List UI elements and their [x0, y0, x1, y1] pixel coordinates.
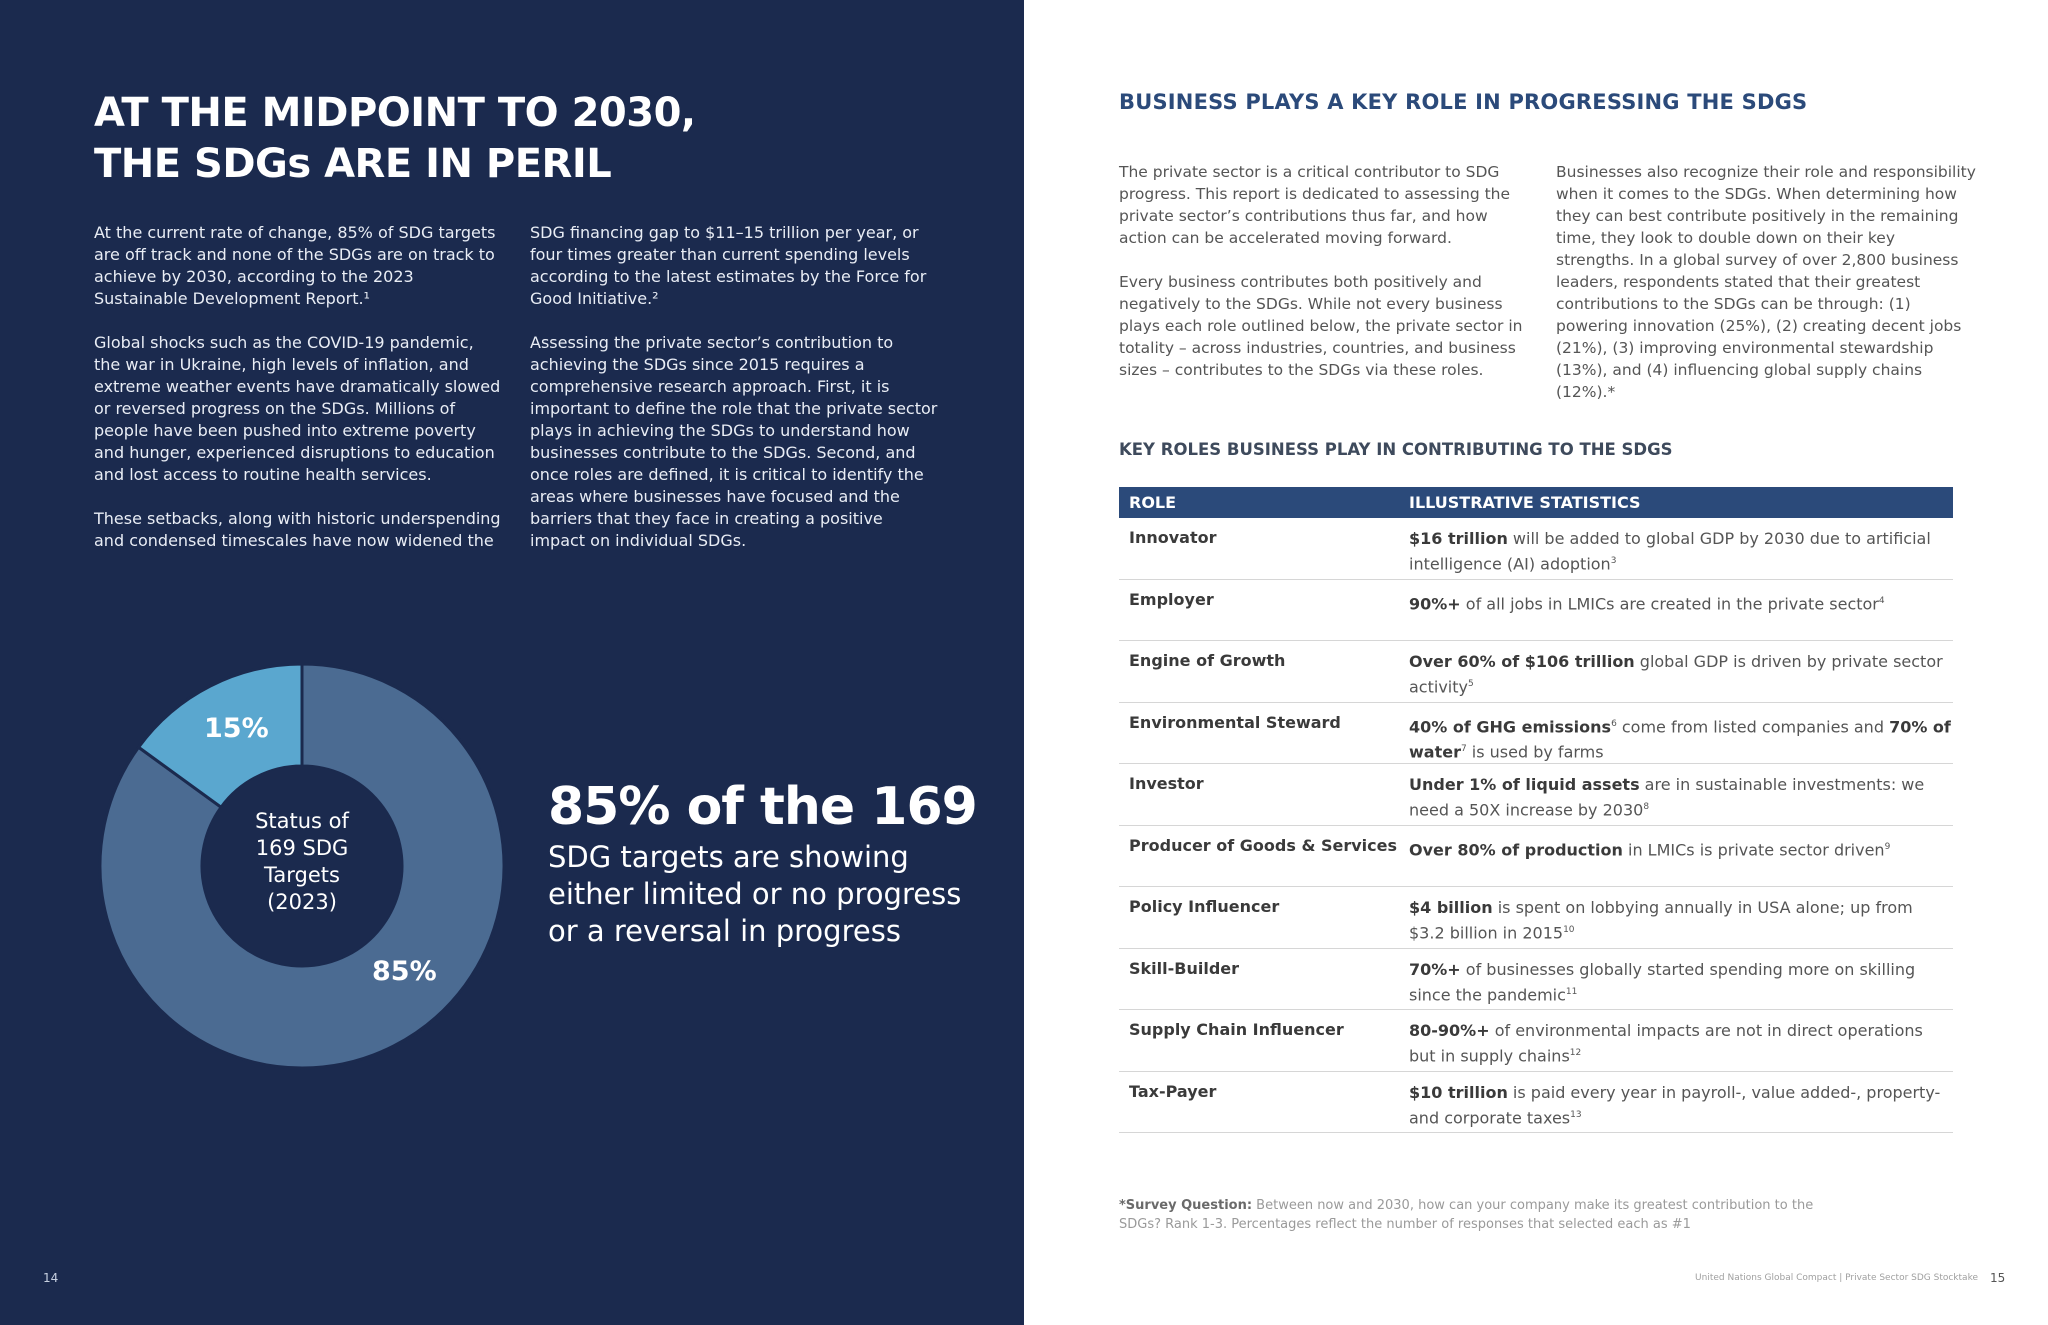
statistic-highlight: 70%+: [1409, 959, 1461, 979]
role-cell: Skill-Builder: [1129, 958, 1240, 978]
statistic-text: in LMICs is private sector driven: [1622, 839, 1885, 859]
donut-center-label: [202, 808, 402, 916]
statistic-cell: [1409, 1020, 1953, 1071]
page-footer: United Nations Global Compact | Private Sector SDG Stocktake: [1695, 1273, 1978, 1283]
table-row: [1119, 641, 1953, 703]
paragraph: Every business contributes both positively and negatively to the SDGs. While not every business plays each role outlined below, the private sector in totality – across industries, countries, and business sizes – contributes to the SDGs via these roles.: [1119, 273, 1523, 379]
statistic-cell: [1409, 713, 1953, 764]
statistic-cell: [1409, 897, 1953, 948]
table-row: [1119, 826, 1953, 888]
statistic-cell: [1409, 651, 1953, 702]
statistic-cell: [1409, 774, 1953, 825]
big-stat-line: SDG targets are showing: [548, 840, 909, 874]
footnote-ref: 5: [1467, 679, 1474, 689]
statistic-highlight: Over 80% of production: [1409, 839, 1623, 859]
donut-center-line: (2023): [267, 890, 337, 914]
table-row: [1119, 764, 1953, 826]
role-cell: Producer of Goods & Services: [1129, 835, 1397, 855]
paragraph: Global shocks such as the COVID-19 pandemic, the war in Ukraine, high levels of inflation, and extreme weather events have dramatically slowed or reversed progress on the SDGs. Millions of people have been pushed into extreme poverty and hunger, experienced disruptions to education and lost access to routine health services.: [94, 333, 501, 484]
headline-line-1: AT THE MIDPOINT TO 2030,: [94, 90, 696, 136]
statistic-text: are in sustainable investments: we need a 50X increase by 2030: [1409, 775, 1925, 820]
role-cell: Environmental Steward: [1129, 712, 1341, 732]
table-row: [1119, 949, 1953, 1011]
paragraph: Assessing the private sector’s contribution to achieving the SDGs since 2015 requires a comprehensive research approach. First, it is important to define the role that the private sector plays in achieving the SDGs to understand how businesses contribute to the SDGs. Second, and once roles are defined, it is critical to identify the areas where businesses have focused and the barriers that they face in creating a positive impact on individual SDGs.: [530, 333, 938, 550]
donut-label-small: 15%: [204, 713, 269, 744]
paragraph: SDG financing gap to $11–15 trillion per year, or four times greater than current spending levels according to the latest estimates by the Force for Good Initiative.²: [530, 223, 927, 308]
role-cell: Policy Influencer: [1129, 897, 1280, 916]
paragraph: Businesses also recognize their role and responsibility when it comes to the SDGs. When determining how they can best contribute positively in the remaining time, they look to double down on their key strengths. In a global survey of over 2,800 business leaders, respondents stated that their greatest contributions to the SDGs can be through: (1) powering innovation (25%), (2) creating decent jobs (21%), (3) improving environmental stewardship (13%), and (4) influencing global supply chains (12%).*: [1556, 163, 1976, 401]
table-body: [1119, 518, 1953, 1133]
donut-label-large: 85%: [372, 956, 437, 987]
footnote-ref: 4: [1878, 595, 1885, 606]
role-cell: Investor: [1129, 774, 1204, 793]
statistic-cell: [1409, 528, 1953, 579]
sdg-status-donut: [94, 658, 510, 1074]
table-row: [1119, 580, 1953, 642]
statistic-highlight: 70% of water: [1409, 716, 1951, 762]
footnote-ref: 13: [1570, 1109, 1582, 1120]
left-body-column-1: [94, 222, 502, 574]
role-cell: Supply Chain Influencer: [1129, 1020, 1344, 1039]
statistic-text: come from listed companies and: [1616, 716, 1890, 736]
donut-center-line: 169 SDG: [255, 836, 349, 860]
footnote-text: Between now and 2030, how can your company make its greatest contribution to the SDGs? Rank 1-3. Percentages reflect the number of responses that selected each as #1: [1119, 1198, 1814, 1232]
big-stat-callout: [548, 775, 988, 950]
footnote-ref: 3: [1610, 556, 1617, 566]
statistic-text: global GDP is driven by private sector activity: [1409, 652, 1943, 697]
footnote-ref: 10: [1563, 925, 1575, 935]
statistic-highlight: Under 1% of liquid assets: [1409, 775, 1640, 794]
statistic-highlight: $4 billion: [1409, 898, 1493, 917]
statistic-cell: [1409, 1082, 1953, 1133]
page-number-left: 14: [43, 1271, 59, 1285]
statistic-text: of businesses globally started spending more on skilling since the pandemic: [1409, 959, 1916, 1004]
statistic-highlight: 40% of GHG emissions: [1409, 716, 1612, 736]
statistic-text: will be added to global GDP by 2030 due to artificial intelligence (AI) adoption: [1409, 529, 1931, 574]
donut-center-line: Targets: [264, 863, 340, 887]
role-cell: Tax-Payer: [1129, 1081, 1217, 1101]
table-row: [1119, 518, 1953, 580]
statistic-highlight: $16 trillion: [1409, 529, 1508, 548]
statistic-highlight: Over 60% of $106 trillion: [1409, 652, 1635, 671]
right-page: [1024, 0, 2048, 1325]
survey-footnote: [1119, 1196, 1839, 1234]
big-stat-line: either limited or no progress: [548, 877, 962, 911]
table-row: [1119, 703, 1953, 765]
statistic-text: of environmental impacts are not in direct operations but in supply chains: [1409, 1021, 1923, 1066]
footnote-ref: 9: [1884, 841, 1891, 852]
statistic-text: is spent on lobbying annually in USA alone; up from $3.2 billion in 2015: [1409, 898, 1913, 943]
table-header: [1119, 487, 1953, 518]
paragraph: At the current rate of change, 85% of SDG targets are off track and none of the SDGs are on track to achieve by 2030, according to the 2023 Sustainable Development Report.¹: [94, 223, 496, 308]
left-headline: [94, 88, 696, 190]
table-caption: KEY ROLES BUSINESS PLAY IN CONTRIBUTING TO THE SDGS: [1119, 440, 1673, 459]
footnote-ref: 11: [1565, 986, 1578, 997]
statistic-cell: [1409, 590, 1953, 641]
footnote-ref: 6: [1611, 718, 1617, 729]
paragraph: The private sector is a critical contributor to SDG progress. This report is dedicated to assessing the private sector’s contributions thus far, and how action can be accelerated moving forward.: [1119, 163, 1511, 247]
footnote-ref: 7: [1460, 743, 1467, 754]
footnote-label: *Survey Question:: [1119, 1198, 1253, 1213]
role-cell: Innovator: [1129, 528, 1217, 547]
footnote-ref: 8: [1643, 802, 1650, 812]
statistic-highlight: 80-90%+: [1409, 1021, 1490, 1040]
left-body-column-2: [530, 222, 942, 574]
statistic-text: is paid every year in payroll-, value added-, property- and corporate taxes: [1409, 1082, 1941, 1127]
statistic-highlight: $10 trillion: [1409, 1082, 1508, 1102]
table-row: [1119, 1010, 1953, 1072]
right-body-column-2: [1556, 161, 1976, 425]
statistic-cell: [1409, 959, 1953, 1010]
header-role: ROLE: [1129, 493, 1177, 512]
donut-center-line: Status of: [255, 809, 349, 833]
header-statistics: ILLUSTRATIVE STATISTICS: [1409, 493, 1641, 512]
footnote-ref: 12: [1569, 1048, 1582, 1058]
paragraph: These setbacks, along with historic underspending and condensed timescales have now widened the: [94, 509, 501, 550]
right-body-column-1: [1119, 161, 1529, 403]
statistic-text: is used by farms: [1466, 742, 1604, 762]
role-cell: Employer: [1129, 589, 1214, 609]
big-stat-headline: 85% of the 169: [548, 777, 977, 837]
table-row: [1119, 887, 1953, 949]
table-row: [1119, 1072, 1953, 1134]
statistic-highlight: 90%+: [1409, 593, 1461, 613]
page-number-right: 15: [1990, 1271, 2006, 1285]
role-cell: Engine of Growth: [1129, 651, 1286, 670]
headline-line-2: THE SDGs ARE IN PERIL: [94, 141, 612, 187]
roles-table: [1119, 487, 1953, 1133]
right-title: BUSINESS PLAYS A KEY ROLE IN PROGRESSING THE SDGS: [1119, 90, 1808, 114]
statistic-text: of all jobs in LMICs are created in the private sector: [1460, 593, 1879, 613]
big-stat-line: or a reversal in progress: [548, 914, 901, 948]
statistic-cell: [1409, 836, 1953, 887]
